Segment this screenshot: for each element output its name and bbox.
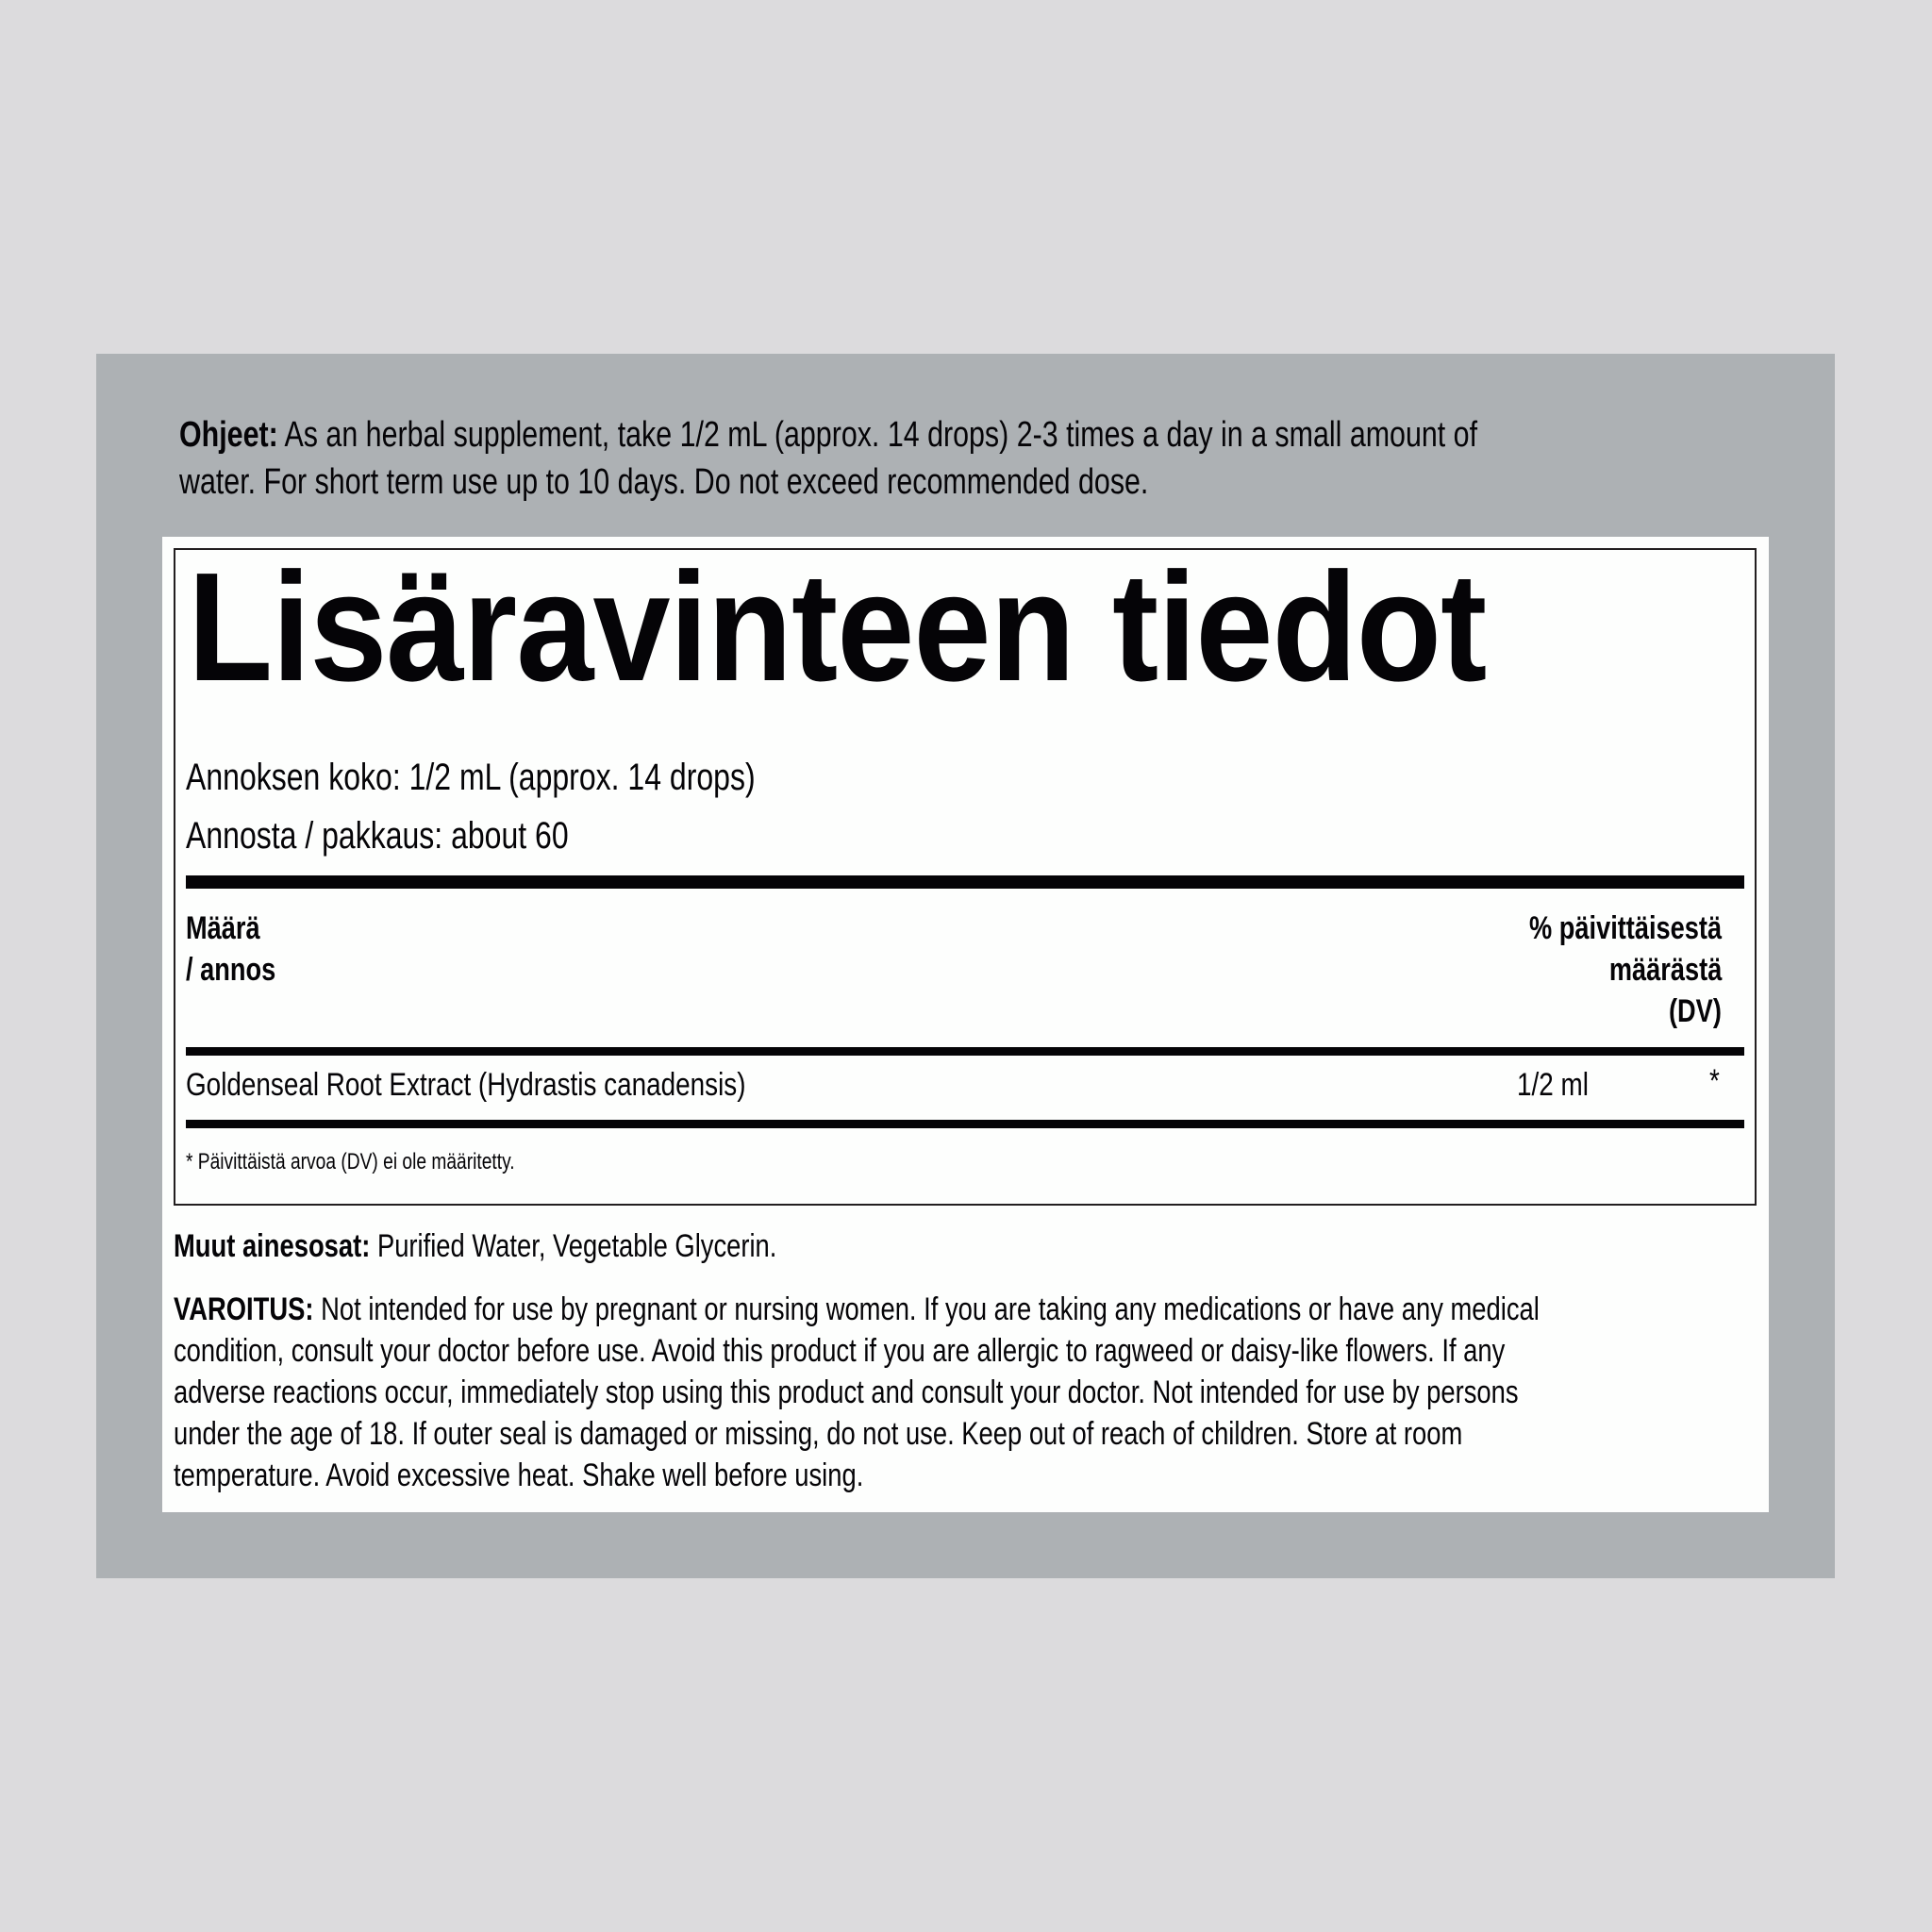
row-divider bbox=[186, 1120, 1744, 1128]
directions-line-2 bbox=[179, 459, 1148, 505]
ingredient-amount: 1/2 ml bbox=[1517, 1067, 1589, 1103]
warning-line-5: temperature. Avoid excessive heat. Shake well before using. bbox=[174, 1457, 864, 1493]
other-ingredients-text: Purified Water, Vegetable Glycerin. bbox=[376, 1228, 777, 1264]
servings-per-container: Annosta / pakkaus: about 60 bbox=[186, 815, 569, 857]
warning-label: VAROITUS: bbox=[174, 1291, 314, 1327]
warning-text: Not intended for use by pregnant or nursing women. If you are taking any medications or have any medical bbox=[321, 1291, 1540, 1327]
ingredient-name: Goldenseal Root Extract (Hydrastis canadensis) bbox=[186, 1067, 746, 1103]
dv-header-line-3: (DV) bbox=[1669, 993, 1722, 1029]
dv-header-line-1: % päivittäisestä bbox=[1528, 910, 1722, 946]
header-divider bbox=[186, 1047, 1744, 1056]
dv-footnote: * Päivittäistä arvoa (DV) ei ole määritetty. bbox=[186, 1149, 515, 1174]
warning-line-4: under the age of 18. If outer seal is damaged or missing, do not use. Keep out of reach of children. Store at room bbox=[174, 1416, 1463, 1452]
directions-text: As an herbal supplement, take 1/2 mL (approx. 14 drops) 2-3 times a day in a small amount of bbox=[284, 415, 1478, 455]
other-ingredients-label: Muut ainesosat: bbox=[174, 1228, 371, 1264]
warning-line-1 bbox=[174, 1289, 1540, 1330]
dv-header-line-2: määrästä bbox=[1608, 952, 1722, 988]
directions-line-1 bbox=[179, 412, 1477, 458]
directions-label: Ohjeet: bbox=[179, 415, 278, 455]
amount-header-line-2: / annos bbox=[186, 952, 276, 988]
other-ingredients bbox=[174, 1225, 776, 1267]
amount-header-line-1: Määrä bbox=[186, 910, 260, 946]
thick-divider bbox=[186, 875, 1744, 889]
directions-text: water. For short term use up to 10 days. Do not exceed recommended dose. bbox=[179, 462, 1149, 502]
serving-size: Annoksen koko: 1/2 mL (approx. 14 drops) bbox=[186, 757, 756, 798]
facts-title: Lisäravinteen tiedot bbox=[188, 541, 1487, 713]
warning-line-3: adverse reactions occur, immediately stop using this product and consult your doctor. Not intended for use by persons bbox=[174, 1374, 1519, 1410]
warning-line-2: condition, consult your doctor before use. Avoid this product if you are allergic to ragweed or daisy-like flowers. If any bbox=[174, 1333, 1506, 1369]
ingredient-dv: * bbox=[1709, 1063, 1720, 1099]
